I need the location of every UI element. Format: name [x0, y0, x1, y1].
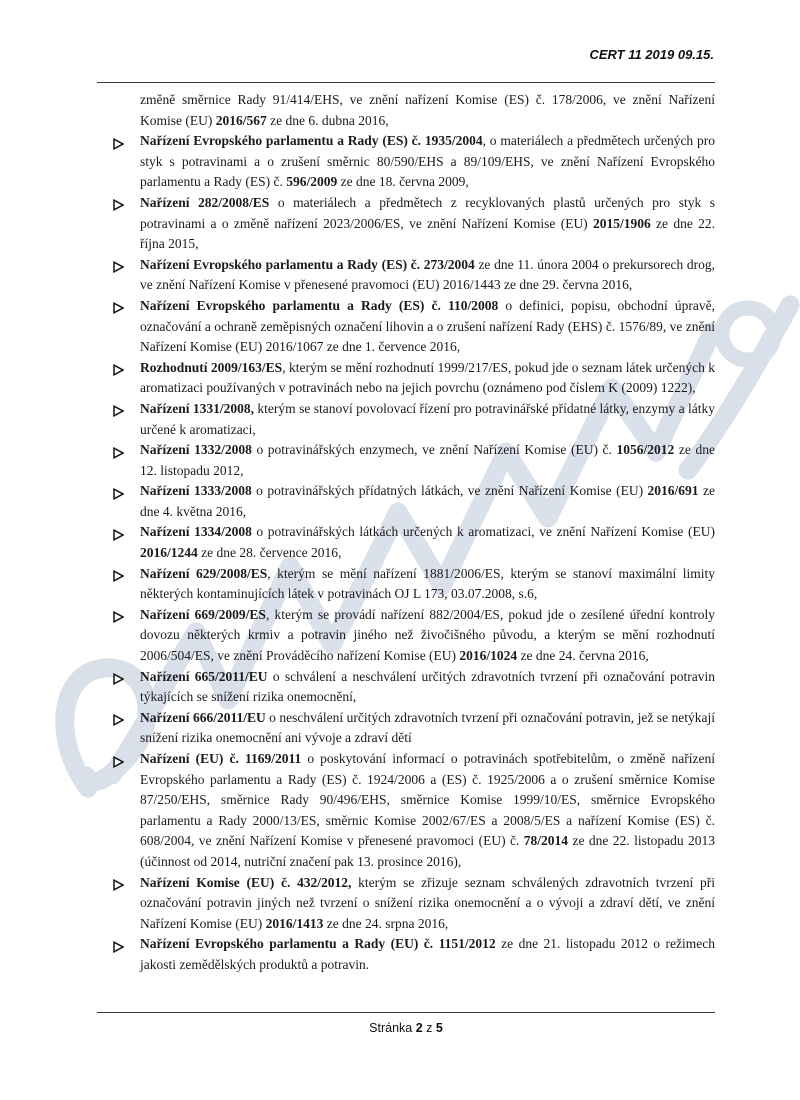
list-item-text: Nařízení 629/2008/ES, kterým se mění nařízení 1881/2006/ES, kterým se stanoví maximální limity některých kontaminujících látek v potravinách OJ L 173, 03.07.2008, s.6, [140, 565, 715, 602]
list-item [97, 564, 715, 605]
list-item [97, 131, 715, 193]
list-item-text: Nařízení 1333/2008 o potravinářských přídatných látkách, ve znění Nařízení Komise (EU) 2016/691 ze dne 4. května 2016, [140, 483, 715, 519]
list-item-text: Nařízení 1332/2008 o potravinářských enzymech, ve znění Nařízení Komise (EU) č. 1056/2012 ze dne 12. listopadu 2012, [140, 442, 715, 478]
list-item [97, 399, 715, 440]
bullet-arrow-icon [97, 481, 140, 506]
header-rule [97, 82, 715, 83]
bullet-arrow-icon [97, 934, 140, 959]
list-item [97, 522, 715, 563]
bullet-arrow-icon [97, 193, 140, 218]
continuation-paragraph: změně směrnice Rady 91/414/EHS, ve znění nařízení Komise (ES) č. 178/2006, ve znění Nařízení Komise (EU) 2016/567 ze dne 6. dubna 2016, [140, 92, 715, 128]
list-item [97, 255, 715, 296]
bullet-arrow-icon [97, 708, 140, 733]
bullet-arrow-icon [97, 296, 140, 321]
bullet-arrow-icon [97, 605, 140, 630]
list-item [97, 708, 715, 749]
list-item-text: Nařízení Evropského parlamentu a Rady (ES) č. 1935/2004, o materiálech a předmětech určených pro styk s potravinami a o zrušení směrnic 80/590/EHS a 89/109/EHS, ve znění Nařízení Evropského parlamentu a Rady (ES) č. 596/2009 ze dne 18. června 2009, [140, 133, 715, 190]
bullet-arrow-icon [97, 873, 140, 898]
list-item-text: Nařízení Komise (EU) č. 432/2012, kterým se zřizuje seznam schválených zdravotních tvrzení při označování potravin jiných než tvrzení o snížení rizika onemocnění a o vývoji a zdraví dětí, ve znění Nařízení Komise (EU) 2016/1413 ze dne 24. srpna 2016, [140, 874, 715, 931]
list-item-text: Nařízení Evropského parlamentu a Rady (ES) č. 273/2004 ze dne 11. února 2004 o prekursorech drog, ve znění Nařízení Komise v přenesené pravomoci (EU) 2016/1443 ze dne 29. června 2016, [140, 256, 715, 293]
list-item [97, 605, 715, 667]
list-item [97, 296, 715, 358]
list-item [97, 667, 715, 708]
list-item [97, 934, 715, 975]
footer-current-page: 2 [415, 1021, 423, 1035]
list-item [97, 481, 715, 522]
list-item-text: Nařízení Evropského parlamentu a Rady (ES) č. 110/2008 o definici, popisu, obchodní úpravě, označování a ochraně zeměpisných označení lihovin a o zrušení nařízení Rady (EHS) č. 1576/89, ve znění Nařízení Komise (EU) 2016/1067 ze dne 1. července 2016, [140, 297, 715, 355]
bullet-arrow-icon [97, 522, 140, 547]
bullet-arrow-icon [97, 564, 140, 589]
bullet-arrow-icon [97, 255, 140, 280]
document-reference: CERT 11 2019 09.15. [589, 47, 714, 62]
list-item-text: Nařízení 666/2011/EU o neschválení určitých zdravotních tvrzení při označování potravin, jež se netýkají snížení rizika onemocnění ani vývoje a zdraví dětí [140, 709, 716, 746]
list-item [97, 440, 715, 481]
list-item-text: Nařízení (EU) č. 1169/2011 o poskytování informací o potravinách spotřebitelům, o změně nařízení Evropského parlamentu a Rady (ES) č. 1924/2006 a (ES) č. 1925/2006 a o zrušení směrnice Komise 87/250/EHS, směrnice Rady 90/496/EHS, směrnice Komise 1999/10/ES, směrnice Evropského parlamentu a Rady 2000/13/ES, směrnic Komise 2002/67/ES a 2008/5/ES a nařízení Komise (ES) č. 608/2004, ve znění Nařízení Komise v přenesené pravomoci (EU) č. 78/2014 ze dne 22. listopadu 2013 (účinnost od 2014, nutriční značení pak 13. prosince 2016), [140, 751, 715, 869]
list-item-text: Nařízení 282/2008/ES o materiálech a předmětech z recyklovaných plastů určených pro styk s potravinami a o změně nařízení 2023/2006/ES, ve znění Nařízení Komise (EU) 2015/1906 ze dne 22. října 2015, [140, 194, 716, 252]
bullet-arrow-icon [97, 131, 140, 156]
list-item [97, 358, 715, 399]
footer-label: Stránka [369, 1021, 413, 1035]
bullet-arrow-icon [97, 399, 140, 424]
list-item-text: Nařízení Evropského parlamentu a Rady (EU) č. 1151/2012 ze dne 21. listopadu 2012 o režimech jakosti zemědělských produktů a potravin. [140, 936, 715, 972]
footer-of-word: z [426, 1021, 433, 1035]
list-item [97, 749, 715, 873]
list-item-text: Nařízení 1331/2008, kterým se stanoví povolovací řízení pro potravinářské přídatné látky, enzymy a látky určené k aromatizaci, [140, 400, 715, 437]
bullet-arrow-icon [97, 358, 140, 383]
list-item [97, 193, 715, 255]
bullet-arrow-icon [97, 667, 140, 692]
list-item-text: Nařízení 669/2009/ES, kterým se provádí nařízení 882/2004/ES, pokud jde o zesílené úřední kontroly dovozu některých krmiv a potravin jiného než živočišného původu, a kterým se mění rozhodnutí 2006/504/ES, ve znění Prováděcího nařízení Komise (EU) 2016/1024 ze dne 24. června 2016, [140, 606, 716, 664]
list-item-text: Nařízení 665/2011/EU o schválení a neschválení určitých zdravotních tvrzení při označování potravin týkajících se snížení rizika onemocnění, [140, 668, 715, 705]
bullet-arrow-icon [97, 749, 140, 774]
footer-total-pages: 5 [435, 1021, 443, 1035]
page-number-footer [97, 1021, 715, 1035]
footer-rule [97, 1012, 715, 1013]
regulation-list [97, 90, 715, 976]
items-container [97, 131, 715, 975]
list-item [97, 873, 715, 935]
list-item-text: Nařízení 1334/2008 o potravinářských látkách určených k aromatizaci, ve znění Nařízení Komise (EU) 2016/1244 ze dne 28. července 2016, [140, 524, 715, 561]
bullet-arrow-icon [97, 440, 140, 465]
list-item-text: Rozhodnutí 2009/163/ES, kterým se mění rozhodnutí 1999/217/ES, pokud jde o seznam látek určených k aromatizaci používaných v potravinách nebo na jejich povrchu (oznámeno pod číslem K (2009) 1222), [140, 359, 715, 396]
